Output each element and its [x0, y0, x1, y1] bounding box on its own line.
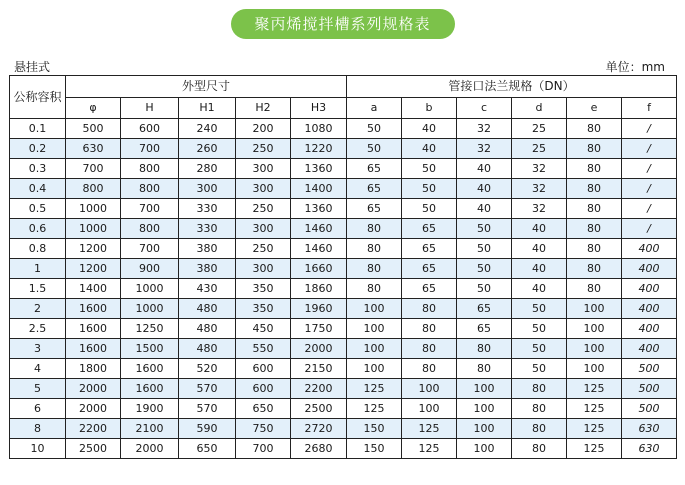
table-cell: 300	[236, 219, 291, 239]
table-cell: 1900	[121, 399, 179, 419]
table-cell: 750	[236, 419, 291, 439]
nominal-volume-header: 公称容积	[10, 76, 66, 119]
table-cell: 80	[567, 259, 622, 279]
table-cell: 80	[512, 399, 567, 419]
table-cell: 2000	[66, 399, 121, 419]
table-cell: 1960	[291, 299, 347, 319]
table-cell: 65	[402, 239, 457, 259]
table-cell: 40	[457, 199, 512, 219]
table-cell: 1750	[291, 319, 347, 339]
table-cell: /	[622, 199, 677, 219]
table-cell: 2200	[66, 419, 121, 439]
table-cell: 50	[347, 139, 402, 159]
table-cell: 400	[622, 279, 677, 299]
table-cell: 50	[347, 119, 402, 139]
table-cell: 800	[121, 159, 179, 179]
table-cell: 800	[121, 179, 179, 199]
table-cell: 125	[347, 379, 402, 399]
table-cell: 0.8	[10, 239, 66, 259]
table-cell: 1000	[66, 199, 121, 219]
table-cell: 65	[402, 259, 457, 279]
table-row	[10, 179, 677, 199]
table-cell: 700	[121, 239, 179, 259]
table-cell: 100	[347, 359, 402, 379]
table-cell: 550	[236, 339, 291, 359]
table-cell: 430	[179, 279, 236, 299]
table-cell: 1860	[291, 279, 347, 299]
unit-label: 单位：mm	[605, 60, 665, 74]
table-cell: 480	[179, 319, 236, 339]
table-cell: 100	[457, 399, 512, 419]
table-cell: 50	[457, 239, 512, 259]
spec-table	[9, 75, 677, 459]
table-cell: 1600	[121, 359, 179, 379]
table-cell: 40	[512, 219, 567, 239]
table-cell: 0.1	[10, 119, 66, 139]
table-cell: 65	[457, 319, 512, 339]
table-cell: 1660	[291, 259, 347, 279]
table-cell: /	[622, 139, 677, 159]
table-cell: 1360	[291, 159, 347, 179]
table-cell: 80	[347, 219, 402, 239]
table-row	[10, 319, 677, 339]
table-cell: 0.5	[10, 199, 66, 219]
col-header-d: d	[512, 98, 567, 119]
table-cell: 600	[236, 359, 291, 379]
table-cell: 500	[66, 119, 121, 139]
table-row	[10, 359, 677, 379]
table-cell: 100	[567, 339, 622, 359]
table-cell: 1.5	[10, 279, 66, 299]
table-cell: 80	[567, 159, 622, 179]
col-header-c: c	[457, 98, 512, 119]
table-cell: 125	[567, 379, 622, 399]
table-cell: 1200	[66, 239, 121, 259]
table-cell: 400	[622, 299, 677, 319]
table-cell: 260	[179, 139, 236, 159]
table-cell: 650	[179, 439, 236, 459]
col-header-f: f	[622, 98, 677, 119]
table-cell: 150	[347, 419, 402, 439]
table-cell: 40	[512, 279, 567, 299]
table-cell: 125	[402, 439, 457, 459]
table-cell: 1600	[121, 379, 179, 399]
table-cell: 300	[236, 179, 291, 199]
table-cell: 1600	[66, 339, 121, 359]
table-cell: 5	[10, 379, 66, 399]
table-cell: 80	[567, 219, 622, 239]
table-cell: 630	[622, 419, 677, 439]
table-cell: 250	[236, 239, 291, 259]
table-cell: 0.3	[10, 159, 66, 179]
col-header-h2: H2	[236, 98, 291, 119]
table-cell: 32	[512, 199, 567, 219]
table-cell: 100	[567, 319, 622, 339]
table-cell: 2000	[291, 339, 347, 359]
table-row	[10, 419, 677, 439]
table-cell: 400	[622, 339, 677, 359]
table-cell: 250	[236, 199, 291, 219]
table-cell: 80	[402, 299, 457, 319]
table-cell: 2200	[291, 379, 347, 399]
table-cell: 400	[622, 259, 677, 279]
table-cell: 10	[10, 439, 66, 459]
table-cell: 32	[512, 179, 567, 199]
table-cell: 1220	[291, 139, 347, 159]
table-row	[10, 339, 677, 359]
table-cell: 50	[402, 199, 457, 219]
table-cell: 2150	[291, 359, 347, 379]
table-cell: 2000	[121, 439, 179, 459]
table-cell: 125	[402, 419, 457, 439]
table-cell: 80	[457, 339, 512, 359]
table-cell: 600	[121, 119, 179, 139]
table-cell: 500	[622, 399, 677, 419]
table-cell: 2720	[291, 419, 347, 439]
table-row	[10, 399, 677, 419]
col-header-h: H	[121, 98, 179, 119]
table-cell: 900	[121, 259, 179, 279]
table-cell: 40	[457, 179, 512, 199]
table-cell: 50	[457, 259, 512, 279]
table-cell: 1800	[66, 359, 121, 379]
table-cell: 200	[236, 119, 291, 139]
table-cell: 1000	[121, 299, 179, 319]
table-cell: 1360	[291, 199, 347, 219]
table-cell: 125	[567, 419, 622, 439]
table-cell: 380	[179, 259, 236, 279]
table-cell: 700	[121, 199, 179, 219]
col-header-e: e	[567, 98, 622, 119]
table-cell: 350	[236, 299, 291, 319]
table-cell: 125	[567, 399, 622, 419]
table-cell: 330	[179, 219, 236, 239]
table-cell: 1	[10, 259, 66, 279]
table-cell: 40	[402, 139, 457, 159]
table-cell: 80	[512, 379, 567, 399]
title-banner	[0, 9, 685, 39]
table-cell: 80	[567, 179, 622, 199]
table-cell: 50	[402, 159, 457, 179]
table-cell: 80	[402, 339, 457, 359]
col-header-b: b	[402, 98, 457, 119]
table-cell: 1250	[121, 319, 179, 339]
table-cell: 800	[66, 179, 121, 199]
table-cell: 40	[512, 239, 567, 259]
table-cell: 100	[347, 299, 402, 319]
table-cell: 150	[347, 439, 402, 459]
table-cell: 100	[457, 439, 512, 459]
spec-table-body	[10, 119, 677, 459]
table-cell: 50	[457, 279, 512, 299]
table-cell: 2	[10, 299, 66, 319]
table-cell: /	[622, 219, 677, 239]
table-cell: 32	[512, 159, 567, 179]
table-cell: 50	[457, 219, 512, 239]
table-cell: 80	[457, 359, 512, 379]
col-header-h3: H3	[291, 98, 347, 119]
table-cell: 700	[236, 439, 291, 459]
table-cell: 1000	[66, 219, 121, 239]
table-cell: 570	[179, 399, 236, 419]
table-cell: 1000	[121, 279, 179, 299]
table-cell: 240	[179, 119, 236, 139]
table-cell: 500	[622, 379, 677, 399]
table-cell: 300	[179, 179, 236, 199]
table-cell: 0.2	[10, 139, 66, 159]
table-row	[10, 159, 677, 179]
table-cell: 2000	[66, 379, 121, 399]
table-cell: 40	[512, 259, 567, 279]
table-cell: 1460	[291, 219, 347, 239]
table-cell: 100	[457, 379, 512, 399]
table-cell: 2.5	[10, 319, 66, 339]
table-row	[10, 219, 677, 239]
table-cell: 100	[402, 399, 457, 419]
mount-type-label: 悬挂式	[14, 60, 51, 74]
table-cell: 2680	[291, 439, 347, 459]
table-cell: 100	[567, 359, 622, 379]
table-cell: 50	[512, 359, 567, 379]
table-cell: 25	[512, 139, 567, 159]
table-cell: 650	[236, 399, 291, 419]
table-cell: 80	[512, 439, 567, 459]
table-cell: 0.6	[10, 219, 66, 239]
table-cell: 1500	[121, 339, 179, 359]
table-cell: 600	[236, 379, 291, 399]
table-cell: 125	[567, 439, 622, 459]
table-cell: 80	[512, 419, 567, 439]
table-cell: 40	[402, 119, 457, 139]
table-cell: 570	[179, 379, 236, 399]
table-cell: 300	[236, 159, 291, 179]
table-cell: 8	[10, 419, 66, 439]
table-cell: 80	[567, 119, 622, 139]
table-cell: 400	[622, 239, 677, 259]
table-cell: 330	[179, 199, 236, 219]
table-cell: 65	[402, 219, 457, 239]
table-cell: 50	[512, 299, 567, 319]
table-cell: 32	[457, 139, 512, 159]
table-cell: 80	[567, 139, 622, 159]
table-cell: 480	[179, 299, 236, 319]
table-cell: 1400	[66, 279, 121, 299]
table-row	[10, 239, 677, 259]
table-cell: /	[622, 119, 677, 139]
table-cell: 520	[179, 359, 236, 379]
table-cell: 65	[347, 199, 402, 219]
table-cell: 700	[66, 159, 121, 179]
page-title: 聚丙烯搅拌槽系列规格表	[231, 9, 455, 39]
table-row	[10, 379, 677, 399]
dims-group-header: 外型尺寸	[66, 76, 347, 98]
table-cell: 100	[402, 379, 457, 399]
table-cell: 1600	[66, 299, 121, 319]
table-cell: 590	[179, 419, 236, 439]
table-cell: 450	[236, 319, 291, 339]
table-cell: 25	[512, 119, 567, 139]
table-cell: 65	[457, 299, 512, 319]
table-cell: 380	[179, 239, 236, 259]
table-cell: 80	[402, 359, 457, 379]
table-cell: 400	[622, 319, 677, 339]
table-cell: 100	[457, 419, 512, 439]
table-cell: 3	[10, 339, 66, 359]
col-header-phi: φ	[66, 98, 121, 119]
table-cell: 80	[567, 199, 622, 219]
table-cell: 630	[622, 439, 677, 459]
table-cell: 100	[347, 319, 402, 339]
table-row	[10, 199, 677, 219]
flange-group-header: 管接口法兰规格（DN）	[347, 76, 677, 98]
table-cell: 80	[567, 239, 622, 259]
table-cell: 65	[347, 179, 402, 199]
table-row	[10, 439, 677, 459]
table-cell: 125	[347, 399, 402, 419]
table-cell: 100	[347, 339, 402, 359]
table-cell: 1400	[291, 179, 347, 199]
table-cell: 80	[402, 319, 457, 339]
table-cell: 2100	[121, 419, 179, 439]
table-row	[10, 119, 677, 139]
table-cell: 80	[347, 239, 402, 259]
table-cell: 32	[457, 119, 512, 139]
table-cell: 65	[347, 159, 402, 179]
table-cell: /	[622, 159, 677, 179]
table-cell: 4	[10, 359, 66, 379]
table-cell: 6	[10, 399, 66, 419]
table-cell: 50	[402, 179, 457, 199]
table-cell: 300	[236, 259, 291, 279]
table-row	[10, 299, 677, 319]
table-cell: 350	[236, 279, 291, 299]
table-cell: 80	[347, 279, 402, 299]
table-cell: 100	[567, 299, 622, 319]
table-cell: 50	[512, 339, 567, 359]
table-cell: 480	[179, 339, 236, 359]
table-cell: 280	[179, 159, 236, 179]
table-cell: 2500	[66, 439, 121, 459]
table-row	[10, 139, 677, 159]
table-cell: 700	[121, 139, 179, 159]
table-row	[10, 259, 677, 279]
col-header-h1: H1	[179, 98, 236, 119]
table-cell: 1080	[291, 119, 347, 139]
table-cell: 40	[457, 159, 512, 179]
table-cell: 80	[567, 279, 622, 299]
col-header-a: a	[347, 98, 402, 119]
table-cell: 250	[236, 139, 291, 159]
table-cell: 65	[402, 279, 457, 299]
table-cell: 50	[512, 319, 567, 339]
table-cell: 2500	[291, 399, 347, 419]
table-cell: 80	[347, 259, 402, 279]
table-cell: /	[622, 179, 677, 199]
table-cell: 630	[66, 139, 121, 159]
table-cell: 1200	[66, 259, 121, 279]
table-cell: 0.4	[10, 179, 66, 199]
table-cell: 1600	[66, 319, 121, 339]
table-cell: 500	[622, 359, 677, 379]
table-cell: 1460	[291, 239, 347, 259]
table-cell: 800	[121, 219, 179, 239]
table-row	[10, 279, 677, 299]
